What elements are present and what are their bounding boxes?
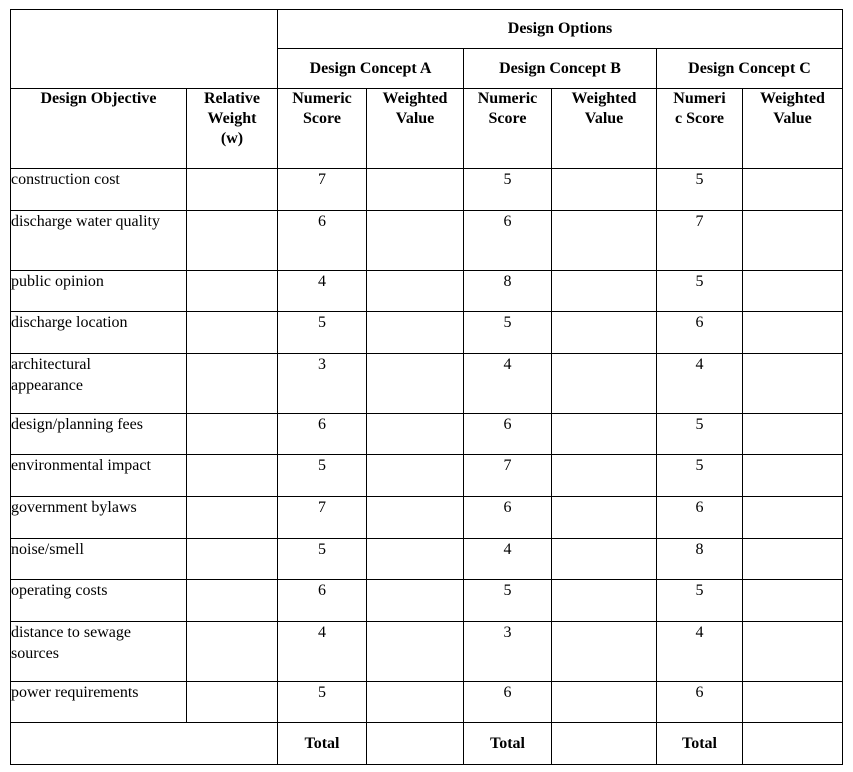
concept-c-weighted-value-header: Weighted Value: [743, 89, 843, 169]
table-row: [11, 414, 843, 455]
concept-a-numeric-score-header: Numeric Score: [278, 89, 367, 169]
concept-c-weighted-cell[interactable]: [743, 414, 843, 455]
concept-a-score-cell: 4: [278, 271, 367, 312]
concept-b-score-cell: 4: [464, 354, 552, 414]
concept-b-score-cell: 5: [464, 580, 552, 622]
concept-c-weighted-cell[interactable]: [743, 497, 843, 539]
weight-cell[interactable]: [187, 497, 278, 539]
concept-a-weighted-cell[interactable]: [367, 312, 464, 354]
concept-c-score-cell: 7: [657, 211, 743, 271]
header-row-columns: [11, 89, 843, 169]
objective-cell: discharge water quality: [11, 211, 187, 271]
concept-b-weighted-cell[interactable]: [552, 622, 657, 682]
weight-cell[interactable]: [187, 169, 278, 211]
weight-cell[interactable]: [187, 211, 278, 271]
objective-cell: architectural appearance: [11, 354, 187, 414]
weight-cell[interactable]: [187, 539, 278, 580]
weight-cell[interactable]: [187, 580, 278, 622]
concept-a-weighted-value-header: Weighted Value: [367, 89, 464, 169]
objective-cell: environmental impact: [11, 455, 187, 497]
weight-cell[interactable]: [187, 312, 278, 354]
concept-b-weighted-cell[interactable]: [552, 312, 657, 354]
concept-b-weighted-cell[interactable]: [552, 539, 657, 580]
concept-a-score-cell: 3: [278, 354, 367, 414]
concept-b-weighted-cell[interactable]: [552, 271, 657, 312]
concept-a-score-cell: 6: [278, 211, 367, 271]
concept-b-weighted-cell[interactable]: [552, 354, 657, 414]
concept-c-score-cell: 5: [657, 580, 743, 622]
objective-cell: power requirements: [11, 682, 187, 723]
concept-a-total-cell[interactable]: [367, 723, 464, 765]
concept-b-score-cell: 6: [464, 211, 552, 271]
concept-b-score-cell: 8: [464, 271, 552, 312]
concept-b-score-cell: 5: [464, 312, 552, 354]
concept-a-score-cell: 4: [278, 622, 367, 682]
concept-b-weighted-cell[interactable]: [552, 169, 657, 211]
table-row: [11, 580, 843, 622]
design-objective-header: Design Objective: [11, 89, 187, 169]
concept-b-score-cell: 7: [464, 455, 552, 497]
weight-cell[interactable]: [187, 455, 278, 497]
objective-cell: noise/smell: [11, 539, 187, 580]
table-row: [11, 169, 843, 211]
concept-a-score-cell: 5: [278, 539, 367, 580]
objective-cell: construction cost: [11, 169, 187, 211]
concept-b-weighted-cell[interactable]: [552, 497, 657, 539]
design-options-header: Design Options: [278, 10, 843, 49]
concept-b-header: Design Concept B: [464, 49, 657, 89]
concept-a-weighted-cell[interactable]: [367, 580, 464, 622]
concept-c-score-cell: 4: [657, 622, 743, 682]
concept-b-weighted-cell[interactable]: [552, 455, 657, 497]
concept-b-score-cell: 6: [464, 682, 552, 723]
concept-b-numeric-score-header: Numeric Score: [464, 89, 552, 169]
concept-c-score-cell: 5: [657, 271, 743, 312]
concept-a-weighted-cell[interactable]: [367, 211, 464, 271]
concept-a-weighted-cell[interactable]: [367, 539, 464, 580]
concept-b-score-cell: 6: [464, 497, 552, 539]
concept-a-weighted-cell[interactable]: [367, 622, 464, 682]
concept-b-score-cell: 3: [464, 622, 552, 682]
objective-cell: operating costs: [11, 580, 187, 622]
table-row: [11, 354, 843, 414]
blank-corner-cell: [11, 10, 278, 89]
concept-c-weighted-cell[interactable]: [743, 354, 843, 414]
concept-b-weighted-value-header: Weighted Value: [552, 89, 657, 169]
total-row: [11, 723, 843, 765]
table-row: [11, 455, 843, 497]
concept-c-total-cell[interactable]: [743, 723, 843, 765]
concept-a-weighted-cell[interactable]: [367, 414, 464, 455]
concept-c-numeric-score-header: Numeri c Score: [657, 89, 743, 169]
table-row: [11, 271, 843, 312]
concept-c-score-cell: 5: [657, 455, 743, 497]
concept-b-weighted-cell[interactable]: [552, 580, 657, 622]
concept-a-total-label: Total: [278, 723, 367, 765]
concept-c-score-cell: 6: [657, 682, 743, 723]
concept-b-score-cell: 6: [464, 414, 552, 455]
table-row: [11, 211, 843, 271]
concept-c-weighted-cell[interactable]: [743, 455, 843, 497]
concept-a-header: Design Concept A: [278, 49, 464, 89]
concept-a-score-cell: 6: [278, 414, 367, 455]
concept-c-score-cell: 6: [657, 497, 743, 539]
concept-a-weighted-cell[interactable]: [367, 455, 464, 497]
table-row: [11, 539, 843, 580]
relative-weight-header: Relative Weight (w): [187, 89, 278, 169]
concept-c-score-cell: 6: [657, 312, 743, 354]
concept-c-weighted-cell[interactable]: [743, 211, 843, 271]
concept-a-score-cell: 7: [278, 169, 367, 211]
concept-c-weighted-cell[interactable]: [743, 169, 843, 211]
weight-cell[interactable]: [187, 271, 278, 312]
concept-c-header: Design Concept C: [657, 49, 843, 89]
concept-a-score-cell: 5: [278, 682, 367, 723]
concept-b-weighted-cell[interactable]: [552, 414, 657, 455]
concept-c-score-cell: 5: [657, 169, 743, 211]
concept-a-weighted-cell[interactable]: [367, 271, 464, 312]
weight-cell[interactable]: [187, 682, 278, 723]
table-row: [11, 497, 843, 539]
concept-a-score-cell: 5: [278, 455, 367, 497]
concept-c-score-cell: 8: [657, 539, 743, 580]
concept-b-score-cell: 5: [464, 169, 552, 211]
objective-cell: discharge location: [11, 312, 187, 354]
concept-b-weighted-cell[interactable]: [552, 682, 657, 723]
concept-c-weighted-cell[interactable]: [743, 580, 843, 622]
concept-a-weighted-cell[interactable]: [367, 497, 464, 539]
concept-c-weighted-cell[interactable]: [743, 271, 843, 312]
concept-c-weighted-cell[interactable]: [743, 539, 843, 580]
objective-cell: government bylaws: [11, 497, 187, 539]
concept-a-score-cell: 7: [278, 497, 367, 539]
concept-c-weighted-cell[interactable]: [743, 312, 843, 354]
objective-cell: design/planning fees: [11, 414, 187, 455]
objective-cell: distance to sewage sources: [11, 622, 187, 682]
concept-c-total-label: Total: [657, 723, 743, 765]
weight-cell[interactable]: [187, 622, 278, 682]
concept-a-weighted-cell[interactable]: [367, 354, 464, 414]
concept-b-weighted-cell[interactable]: [552, 211, 657, 271]
concept-b-total-cell[interactable]: [552, 723, 657, 765]
total-blank-cell: [11, 723, 278, 765]
header-row-title: [11, 10, 843, 49]
concept-a-weighted-cell[interactable]: [367, 169, 464, 211]
concept-c-weighted-cell[interactable]: [743, 682, 843, 723]
concept-a-score-cell: 6: [278, 580, 367, 622]
table-row: [11, 682, 843, 723]
concept-a-score-cell: 5: [278, 312, 367, 354]
table-row: [11, 312, 843, 354]
objective-cell: public opinion: [11, 271, 187, 312]
concept-c-score-cell: 4: [657, 354, 743, 414]
concept-b-total-label: Total: [464, 723, 552, 765]
decision-matrix-table: [10, 9, 843, 765]
concept-a-weighted-cell[interactable]: [367, 682, 464, 723]
concept-c-weighted-cell[interactable]: [743, 622, 843, 682]
table-row: [11, 622, 843, 682]
concept-c-score-cell: 5: [657, 414, 743, 455]
weight-cell[interactable]: [187, 414, 278, 455]
concept-b-score-cell: 4: [464, 539, 552, 580]
weight-cell[interactable]: [187, 354, 278, 414]
